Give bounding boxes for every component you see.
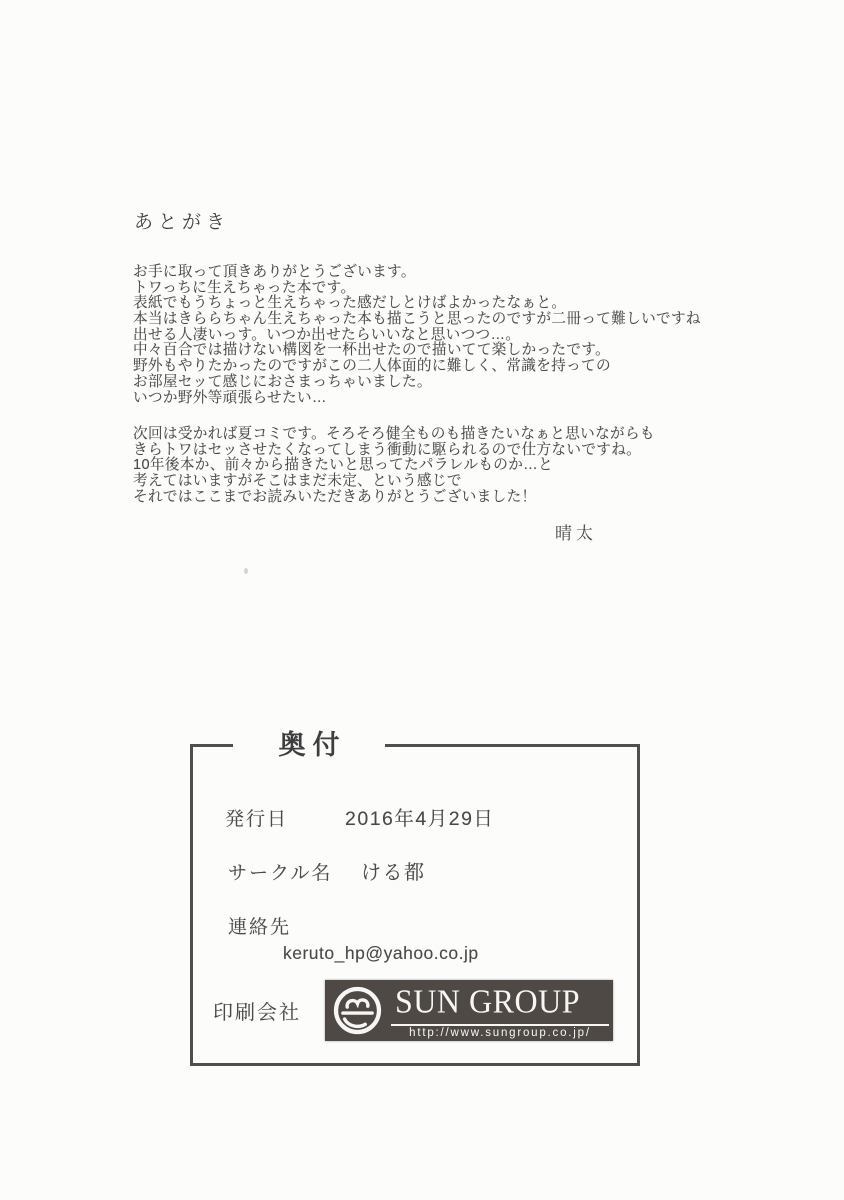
publish-date-value: 2016年4月29日 xyxy=(345,808,495,830)
afterword-line: 中々百合では描けない構図を一杯出せたので描いてて楽しかったです。 xyxy=(133,342,611,359)
sun-group-logo xyxy=(325,980,613,1041)
afterword-line: お部屋セッて感じにおさまっちゃいました。 xyxy=(133,373,432,390)
afterword-line: 野外もやりたかったのですがこの二人体面的に難しく、常識を持っての xyxy=(133,358,611,375)
afterword-line: それではここまでお読みいただきありがとうございました！ xyxy=(133,488,537,505)
contact-label: 連絡先 xyxy=(228,917,292,938)
circle-name-value: ける都 xyxy=(361,862,426,884)
afterword-paragraph-1 xyxy=(133,265,701,406)
scan-speck xyxy=(244,568,248,574)
afterword-line: トワっちに生えちゃった本です。 xyxy=(133,279,356,296)
sun-group-url: http://www.sungroup.co.jp/ xyxy=(391,1024,609,1039)
afterword-paragraph-2 xyxy=(133,427,655,505)
publish-date-label: 発行日 xyxy=(225,809,289,830)
afterword-line: お手に取って頂きありがとうございます。 xyxy=(133,264,416,280)
colophon-box xyxy=(190,730,640,1066)
sun-group-logo-icon xyxy=(330,983,385,1038)
afterword-line: 次回は受かれば夏コミです。そろそろ健全ものも描きたいなぁと思いながらも xyxy=(133,426,655,442)
afterword-line: 本当はきららちゃん生えちゃった本も描こうと思ったのですが二冊って難しいですね xyxy=(133,311,701,328)
author-signature: 晴太 xyxy=(555,524,597,543)
printer-label: 印刷会社 xyxy=(213,1002,301,1024)
afterword-line: 考えてはいますがそこはまだ未定、という感じで xyxy=(133,473,462,490)
afterword-line: 10年後本か、前々から描きたいと思ってたパラレルものか…と xyxy=(133,457,554,474)
afterword-line: 表紙でもうちょっと生えちゃった感だしとけばよかったなぁと。 xyxy=(133,295,567,312)
afterword-line: きらトワはセッさせたくなってしまう衝動に駆られるので仕方ないですね。 xyxy=(133,441,642,458)
afterword-line: いつか野外等頑張らせたい… xyxy=(133,389,327,406)
contact-email: keruto_hp@yahoo.co.jp xyxy=(283,943,479,963)
afterword-heading: あとがき xyxy=(134,212,231,233)
afterword-line: 出せる人凄いっす。いつか出せたらいいなと思いつつ…。 xyxy=(133,326,521,343)
circle-name-label: サークル名 xyxy=(228,863,333,884)
colophon-title: 奥付 xyxy=(233,725,385,765)
sun-group-name: SUN GROUP xyxy=(395,982,580,1020)
